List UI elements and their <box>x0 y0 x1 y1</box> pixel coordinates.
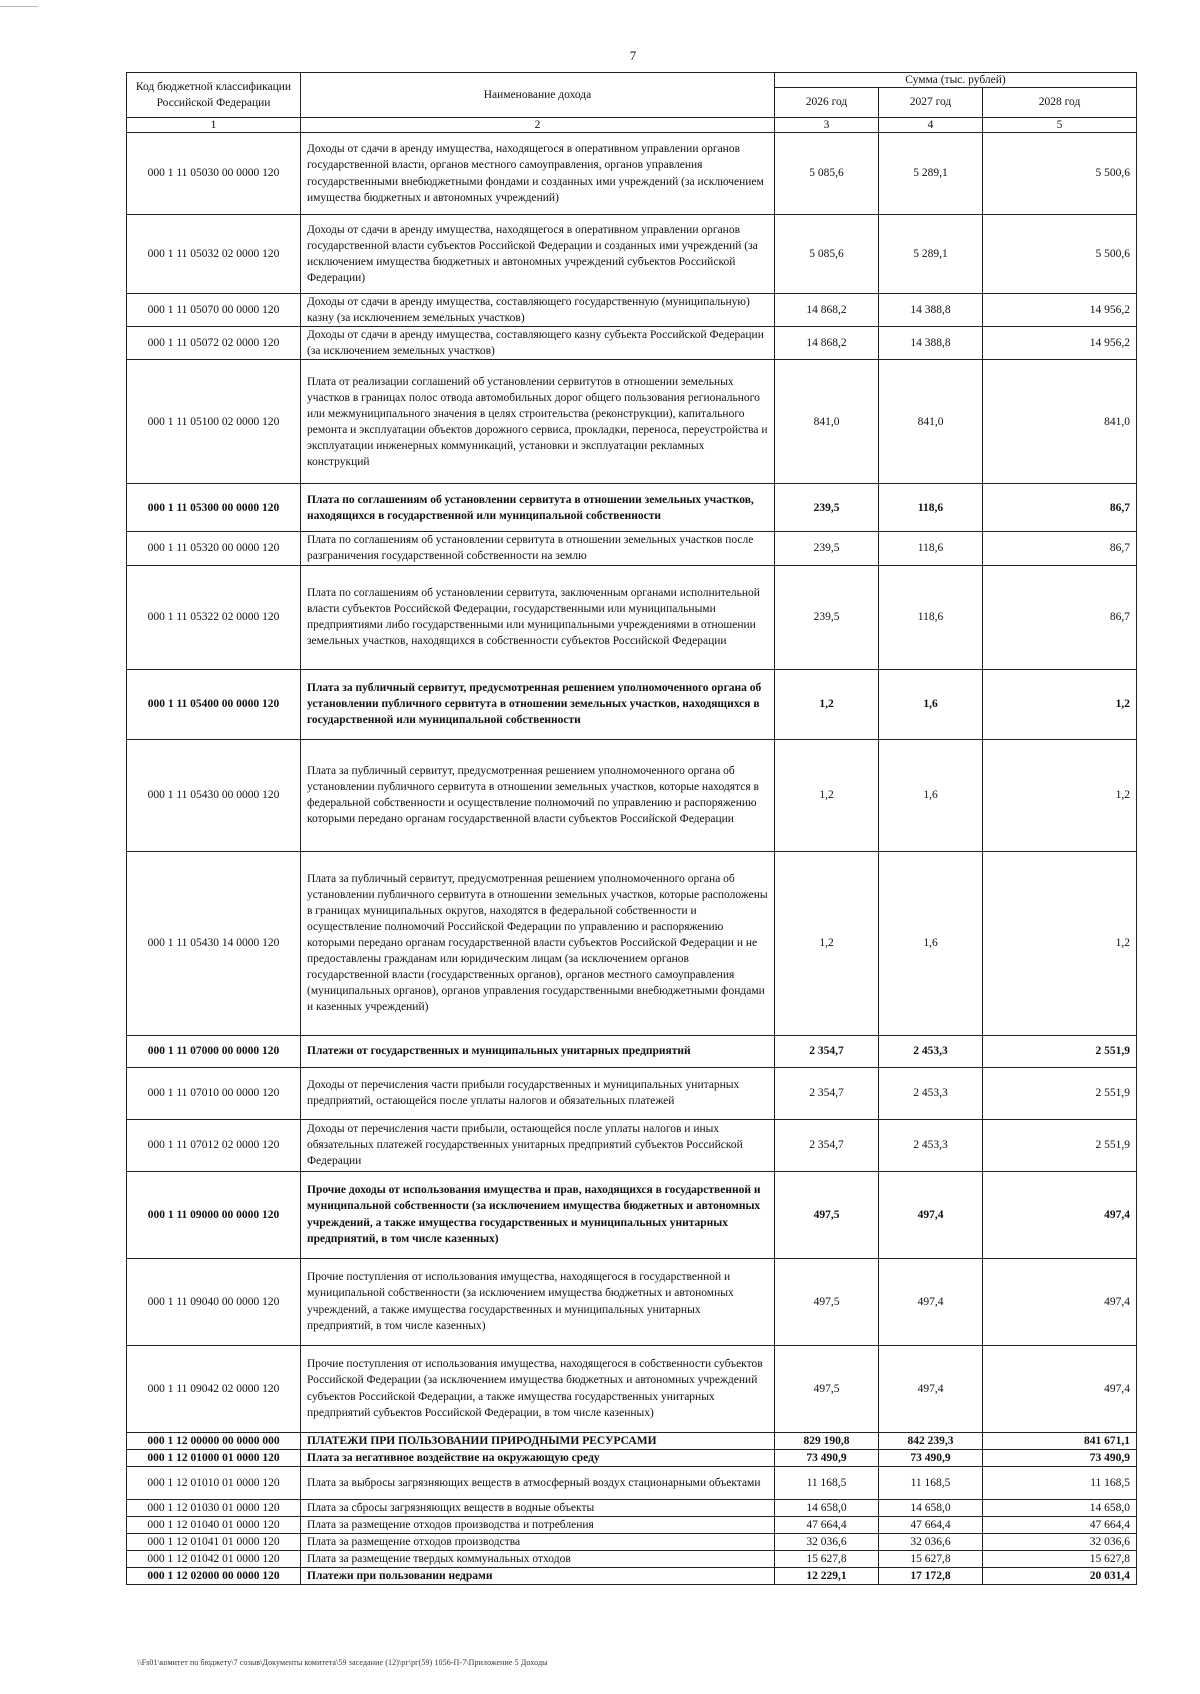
colnum-5: 5 <box>983 118 1137 133</box>
table-row <box>127 1035 1137 1067</box>
table-row <box>127 1551 1137 1568</box>
colnum-1: 1 <box>127 118 301 133</box>
row-2026: 2 354,7 <box>775 1035 879 1067</box>
row-2027: 14 658,0 <box>879 1499 983 1516</box>
row-name: Плата по соглашениям об установлении сервитута в отношении земельных участков после разграничения государственной собственности на землю <box>301 532 775 565</box>
table-row <box>127 739 1137 851</box>
row-2028: 73 490,9 <box>983 1449 1137 1466</box>
table-row <box>127 1067 1137 1119</box>
row-code: 000 1 11 07012 02 0000 120 <box>127 1119 301 1171</box>
row-2028: 2 551,9 <box>983 1119 1137 1171</box>
row-2026: 841,0 <box>775 360 879 484</box>
header-row <box>127 73 1137 88</box>
row-2027: 1,6 <box>879 669 983 739</box>
row-code: 000 1 11 05072 02 0000 120 <box>127 327 301 360</box>
row-2028: 14 658,0 <box>983 1499 1137 1516</box>
row-name: Платежи от государственных и муниципальных унитарных предприятий <box>301 1035 775 1067</box>
table-row <box>127 1516 1137 1533</box>
row-code: 000 1 11 05030 00 0000 120 <box>127 133 301 215</box>
table-row <box>127 294 1137 327</box>
table-row <box>127 133 1137 215</box>
row-name: Плата за размещение твердых коммунальных отходов <box>301 1551 775 1568</box>
row-2026: 15 627,8 <box>775 1551 879 1568</box>
row-code: 000 1 12 01010 01 0000 120 <box>127 1466 301 1499</box>
row-code: 000 1 12 00000 00 0000 000 <box>127 1432 301 1449</box>
row-name: Плата по соглашениям об установлении сервитута в отношении земельных участков, находящихся в государственной или муниципальной собственности <box>301 484 775 532</box>
row-code: 000 1 11 07000 00 0000 120 <box>127 1035 301 1067</box>
row-2026: 1,2 <box>775 669 879 739</box>
scan-edge-mark <box>0 0 38 7</box>
table-row <box>127 484 1137 532</box>
header-year-2028: 2028 год <box>983 88 1137 118</box>
row-2026: 11 168,5 <box>775 1466 879 1499</box>
row-2026: 73 490,9 <box>775 1449 879 1466</box>
row-2027: 2 453,3 <box>879 1067 983 1119</box>
row-2028: 5 500,6 <box>983 215 1137 294</box>
row-2028: 497,4 <box>983 1258 1137 1345</box>
row-2028: 497,4 <box>983 1345 1137 1432</box>
row-2028: 1,2 <box>983 739 1137 851</box>
row-2026: 497,5 <box>775 1345 879 1432</box>
row-code: 000 1 11 07010 00 0000 120 <box>127 1067 301 1119</box>
row-2027: 842 239,3 <box>879 1432 983 1449</box>
row-name: Плата за размещение отходов производства <box>301 1533 775 1550</box>
row-2026: 32 036,6 <box>775 1533 879 1550</box>
row-code: 000 1 11 09042 02 0000 120 <box>127 1345 301 1432</box>
row-code: 000 1 11 05070 00 0000 120 <box>127 294 301 327</box>
table-row <box>127 1345 1137 1432</box>
row-2028: 86,7 <box>983 565 1137 669</box>
row-2028: 497,4 <box>983 1171 1137 1258</box>
row-2027: 118,6 <box>879 565 983 669</box>
revenue-table <box>126 72 1137 1585</box>
row-2027: 15 627,8 <box>879 1551 983 1568</box>
row-2026: 239,5 <box>775 532 879 565</box>
row-code: 000 1 12 01000 01 0000 120 <box>127 1449 301 1466</box>
row-code: 000 1 11 09040 00 0000 120 <box>127 1258 301 1345</box>
row-2028: 47 664,4 <box>983 1516 1137 1533</box>
row-name: Плата за выбросы загрязняющих веществ в атмосферный воздух стационарными объектами <box>301 1466 775 1499</box>
row-2027: 118,6 <box>879 484 983 532</box>
colnum-4: 4 <box>879 118 983 133</box>
row-2027: 5 289,1 <box>879 215 983 294</box>
row-2027: 32 036,6 <box>879 1533 983 1550</box>
row-name: Доходы от сдачи в аренду имущества, составляющего государственную (муниципальную) казну (за исключением земельных участков) <box>301 294 775 327</box>
row-2028: 86,7 <box>983 484 1137 532</box>
header-year-2026: 2026 год <box>775 88 879 118</box>
header-code: Код бюджетной классификации Российской Федерации <box>127 73 301 118</box>
row-2028: 5 500,6 <box>983 133 1137 215</box>
row-name: Прочие поступления от использования имущества, находящегося в собственности субъектов Российской Федерации (за исключением имущества бюджетных и автономных учреждений субъектов Российской Федерации, а также имущества государственных унитарных предприятий субъектов Российской Федерации, в том числе казенных) <box>301 1345 775 1432</box>
table-row <box>127 1119 1137 1171</box>
row-code: 000 1 11 05400 00 0000 120 <box>127 669 301 739</box>
row-code: 000 1 11 05320 00 0000 120 <box>127 532 301 565</box>
table-row <box>127 327 1137 360</box>
row-code: 000 1 11 05430 14 0000 120 <box>127 851 301 1035</box>
table-row <box>127 1432 1137 1449</box>
table-row <box>127 1258 1137 1345</box>
table-row <box>127 565 1137 669</box>
row-code: 000 1 12 02000 00 0000 120 <box>127 1568 301 1585</box>
row-name: Плата за размещение отходов производства и потребления <box>301 1516 775 1533</box>
row-code: 000 1 11 05032 02 0000 120 <box>127 215 301 294</box>
row-2026: 5 085,6 <box>775 215 879 294</box>
row-code: 000 1 11 05322 02 0000 120 <box>127 565 301 669</box>
row-name: Платежи при пользовании недрами <box>301 1568 775 1585</box>
row-name: Прочие доходы от использования имущества и прав, находящихся в государственной и муниципальной собственности (за исключением имущества бюджетных и автономных учреждений, а также имущества государственных и муниципальных унитарных предприятий, в том числе казенных) <box>301 1171 775 1258</box>
row-code: 000 1 11 05100 02 0000 120 <box>127 360 301 484</box>
row-2026: 2 354,7 <box>775 1067 879 1119</box>
row-2027: 1,6 <box>879 851 983 1035</box>
row-2026: 1,2 <box>775 739 879 851</box>
table-row <box>127 1533 1137 1550</box>
table-row <box>127 360 1137 484</box>
row-2026: 497,5 <box>775 1258 879 1345</box>
row-2027: 17 172,8 <box>879 1568 983 1585</box>
row-2027: 118,6 <box>879 532 983 565</box>
row-2027: 497,4 <box>879 1258 983 1345</box>
row-code: 000 1 12 01030 01 0000 120 <box>127 1499 301 1516</box>
row-2026: 5 085,6 <box>775 133 879 215</box>
row-code: 000 1 12 01042 01 0000 120 <box>127 1551 301 1568</box>
footer-file-path: \\Fs01\комитет по бюджету\7 созыв\Документы комитета\59 заседание (12)\рг\рг(59) 1056-П-7\Приложение 5 Доходы <box>137 1658 548 1667</box>
table-row <box>127 532 1137 565</box>
row-2026: 829 190,8 <box>775 1432 879 1449</box>
row-2027: 73 490,9 <box>879 1449 983 1466</box>
row-2028: 32 036,6 <box>983 1533 1137 1550</box>
row-2028: 15 627,8 <box>983 1551 1137 1568</box>
row-2028: 20 031,4 <box>983 1568 1137 1585</box>
header-year-2027: 2027 год <box>879 88 983 118</box>
row-name: Плата за публичный сервитут, предусмотренная решением уполномоченного органа об установлении публичного сервитута в отношении земельных участков, которые находятся в федеральной собственности и осуществление полномочий по управлению и распоряжению которыми передано органам государственной власти субъектов Российской Федерации <box>301 739 775 851</box>
row-2028: 86,7 <box>983 532 1137 565</box>
table-row <box>127 1449 1137 1466</box>
row-name: Доходы от сдачи в аренду имущества, находящегося в оперативном управлении органов государственной власти, органов местного самоуправления, органов управления государственными внебюджетными фондами и созданных ими учреждений (за исключением имущества бюджетных и автономных учреждений) <box>301 133 775 215</box>
row-2028: 11 168,5 <box>983 1466 1137 1499</box>
row-2028: 1,2 <box>983 669 1137 739</box>
row-name: Плата по соглашениям об установлении сервитута, заключенным органами исполнительной власти субъектов Российской Федерации, государственными или муниципальными предприятиями либо государственными или муниципальными учреждениями в отношении земельных участков, находящихся в собственности субъектов Российской Федерации <box>301 565 775 669</box>
row-2027: 5 289,1 <box>879 133 983 215</box>
row-2028: 14 956,2 <box>983 327 1137 360</box>
row-2027: 14 388,8 <box>879 294 983 327</box>
column-number-row <box>127 118 1137 133</box>
row-2027: 47 664,4 <box>879 1516 983 1533</box>
row-2026: 47 664,4 <box>775 1516 879 1533</box>
row-2026: 14 868,2 <box>775 294 879 327</box>
row-name: Доходы от перечисления части прибыли государственных и муниципальных унитарных предприятий, остающейся после уплаты налогов и обязательных платежей <box>301 1067 775 1119</box>
row-2027: 11 168,5 <box>879 1466 983 1499</box>
row-name: Плата за сбросы загрязняющих веществ в водные объекты <box>301 1499 775 1516</box>
colnum-2: 2 <box>301 118 775 133</box>
row-name: Прочие поступления от использования имущества, находящегося в государственной и муниципальной собственности (за исключением имущества бюджетных и автономных учреждений, а также имущества государственных и муниципальных унитарных предприятий, в том числе казенных) <box>301 1258 775 1345</box>
row-2027: 497,4 <box>879 1171 983 1258</box>
page-number: 7 <box>629 48 637 63</box>
row-code: 000 1 12 01041 01 0000 120 <box>127 1533 301 1550</box>
row-2028: 2 551,9 <box>983 1067 1137 1119</box>
row-name: Доходы от перечисления части прибыли, остающейся после уплаты налогов и иных обязательных платежей государственных унитарных предприятий субъектов Российской Федерации <box>301 1119 775 1171</box>
row-2027: 2 453,3 <box>879 1119 983 1171</box>
table-row <box>127 1466 1137 1499</box>
row-name: ПЛАТЕЖИ ПРИ ПОЛЬЗОВАНИИ ПРИРОДНЫМИ РЕСУРСАМИ <box>301 1432 775 1449</box>
row-2026: 239,5 <box>775 484 879 532</box>
header-name: Наименование дохода <box>301 73 775 118</box>
row-2028: 14 956,2 <box>983 294 1137 327</box>
row-name: Плата от реализации соглашений об установлении сервитутов в отношении земельных участков в границах полос отвода автомобильных дорог общего пользования регионального или межмуниципального значения в целях строительства (реконструкции), капитального ремонта и эксплуатации объектов дорожного сервиса, прокладки, переноса, переустройства и эксплуатации инженерных коммуникаций, установки и эксплуатации рекламных конструкций <box>301 360 775 484</box>
row-2027: 14 388,8 <box>879 327 983 360</box>
row-name: Доходы от сдачи в аренду имущества, находящегося в оперативном управлении органов государственной власти субъектов Российской Федерации и созданных ими учреждений (за исключением имущества бюджетных и автономных учреждений субъектов Российской Федерации) <box>301 215 775 294</box>
row-code: 000 1 11 05430 00 0000 120 <box>127 739 301 851</box>
row-2026: 1,2 <box>775 851 879 1035</box>
row-2028: 2 551,9 <box>983 1035 1137 1067</box>
row-name: Плата за публичный сервитут, предусмотренная решением уполномоченного органа об установлении публичного сервитута в отношении земельных участков, которые расположены в границах муниципальных округов, находятся в федеральной собственности и осуществление полномочий Российской Федерации по управлению и распоряжению которыми передано органам государственной власти субъектов Российской Федерации и не предоставлены гражданам или юридическим лицам (за исключением органов государственной власти (государственных органов), органов местного самоуправления (муниципальных органов), органов управления государственными внебюджетными фондами и казенных учреждений) <box>301 851 775 1035</box>
row-2028: 841,0 <box>983 360 1137 484</box>
table-row <box>127 669 1137 739</box>
row-2026: 2 354,7 <box>775 1119 879 1171</box>
colnum-3: 3 <box>775 118 879 133</box>
row-2028: 1,2 <box>983 851 1137 1035</box>
row-2027: 2 453,3 <box>879 1035 983 1067</box>
row-2027: 841,0 <box>879 360 983 484</box>
table-row <box>127 1568 1137 1585</box>
row-2026: 14 868,2 <box>775 327 879 360</box>
row-2026: 239,5 <box>775 565 879 669</box>
table-row <box>127 1499 1137 1516</box>
row-2026: 12 229,1 <box>775 1568 879 1585</box>
row-code: 000 1 11 05300 00 0000 120 <box>127 484 301 532</box>
table-row <box>127 215 1137 294</box>
row-code: 000 1 11 09000 00 0000 120 <box>127 1171 301 1258</box>
row-name: Плата за публичный сервитут, предусмотренная решением уполномоченного органа об установлении публичного сервитута в отношении земельных участков, находящихся в государственной или муниципальной собственности <box>301 669 775 739</box>
header-sum: Сумма (тыс. рублей) <box>775 73 1137 88</box>
row-code: 000 1 12 01040 01 0000 120 <box>127 1516 301 1533</box>
row-2027: 497,4 <box>879 1345 983 1432</box>
row-2027: 1,6 <box>879 739 983 851</box>
row-2026: 14 658,0 <box>775 1499 879 1516</box>
row-2028: 841 671,1 <box>983 1432 1137 1449</box>
row-name: Доходы от сдачи в аренду имущества, составляющего казну субъекта Российской Федерации (за исключением земельных участков) <box>301 327 775 360</box>
row-name: Плата за негативное воздействие на окружающую среду <box>301 1449 775 1466</box>
table-row <box>127 851 1137 1035</box>
table-row <box>127 1171 1137 1258</box>
row-2026: 497,5 <box>775 1171 879 1258</box>
